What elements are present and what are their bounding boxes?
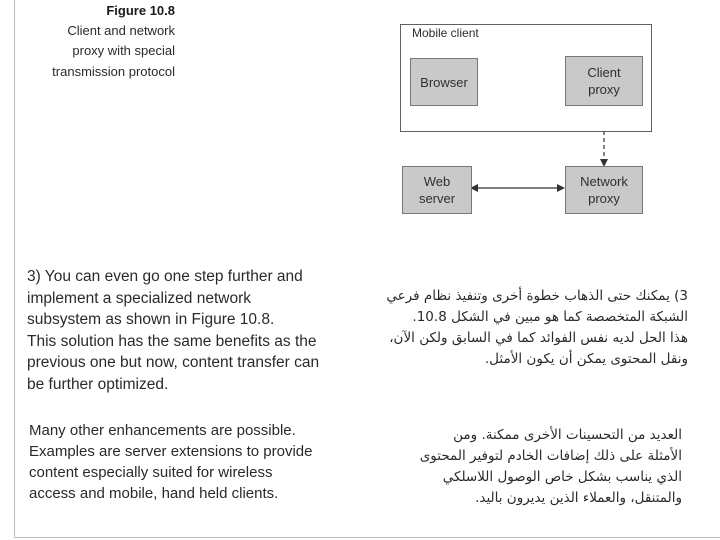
figure-title: Figure 10.8 — [106, 3, 175, 18]
text-line: الشبكة المتخصصة كما هو مبين في الشكل 10.8. — [412, 309, 688, 325]
client-proxy-node — [565, 56, 643, 106]
text-line: implement a specialized network — [27, 289, 251, 307]
web-server-line-2: server — [418, 191, 456, 206]
text-line: الأمثلة على ذلك إضافات الخادم لتوفير المحتوى — [419, 448, 682, 464]
web-server-line-1: Web — [423, 174, 451, 189]
network-proxy-node — [565, 166, 643, 214]
browser-label: Browser — [420, 74, 468, 90]
arabic-paragraph-2 — [420, 425, 682, 509]
text-line: هذا الحل لديه نفس الفوائد كما في السابق ولكن الآن، — [389, 330, 688, 346]
network-proxy-line-1: Network — [580, 174, 628, 189]
caption-line-2: proxy with special — [72, 43, 175, 58]
arabic-paragraph-1 — [386, 286, 688, 370]
text-line: access and mobile, hand held clients. — [29, 485, 279, 502]
caption-line-1: Client and network — [67, 23, 175, 38]
client-proxy-line-1: Client — [587, 65, 621, 80]
text-line: العديد من التحسينات الأخرى ممكنة. ومن — [453, 427, 682, 443]
text-line: Examples are server extensions to provide — [29, 443, 313, 460]
web-server-node — [402, 166, 472, 214]
figure-caption — [30, 0, 175, 84]
text-line: Many other enhancements are possible. — [29, 422, 296, 439]
text-line: 3) You can even go one step further and — [27, 268, 303, 285]
english-paragraph-2 — [29, 420, 312, 504]
english-paragraph-1 — [27, 266, 319, 395]
text-line: previous one but now, content transfer can — [27, 354, 320, 371]
text-line: be further optimized. — [27, 375, 169, 393]
text-line: 3) يمكنك حتى الذهاب خطوة أخرى وتنفيذ نظام فرعي — [386, 288, 688, 304]
text-line: والمتنقل، والعملاء الذين يديرون باليد. — [475, 490, 682, 506]
caption-line-3: transmission protocol — [52, 64, 175, 79]
browser-node — [410, 58, 478, 106]
text-line: الذي يناسب بشكل خاص الوصول اللاسلكي — [442, 469, 682, 485]
text-line: subsystem as shown in Figure 10.8. — [27, 311, 275, 328]
mobile-client-label: Mobile client — [412, 26, 479, 40]
text-line: ونقل المحتوى يمكن أن يكون الأمثل. — [484, 351, 688, 367]
arrowhead-right-2 — [557, 184, 565, 192]
text-line: This solution has the same benefits as the — [27, 332, 317, 350]
network-proxy-line-2: proxy — [588, 191, 620, 206]
client-proxy-line-2: proxy — [588, 82, 620, 97]
text-line: content especially suited for wireless — [29, 464, 273, 481]
